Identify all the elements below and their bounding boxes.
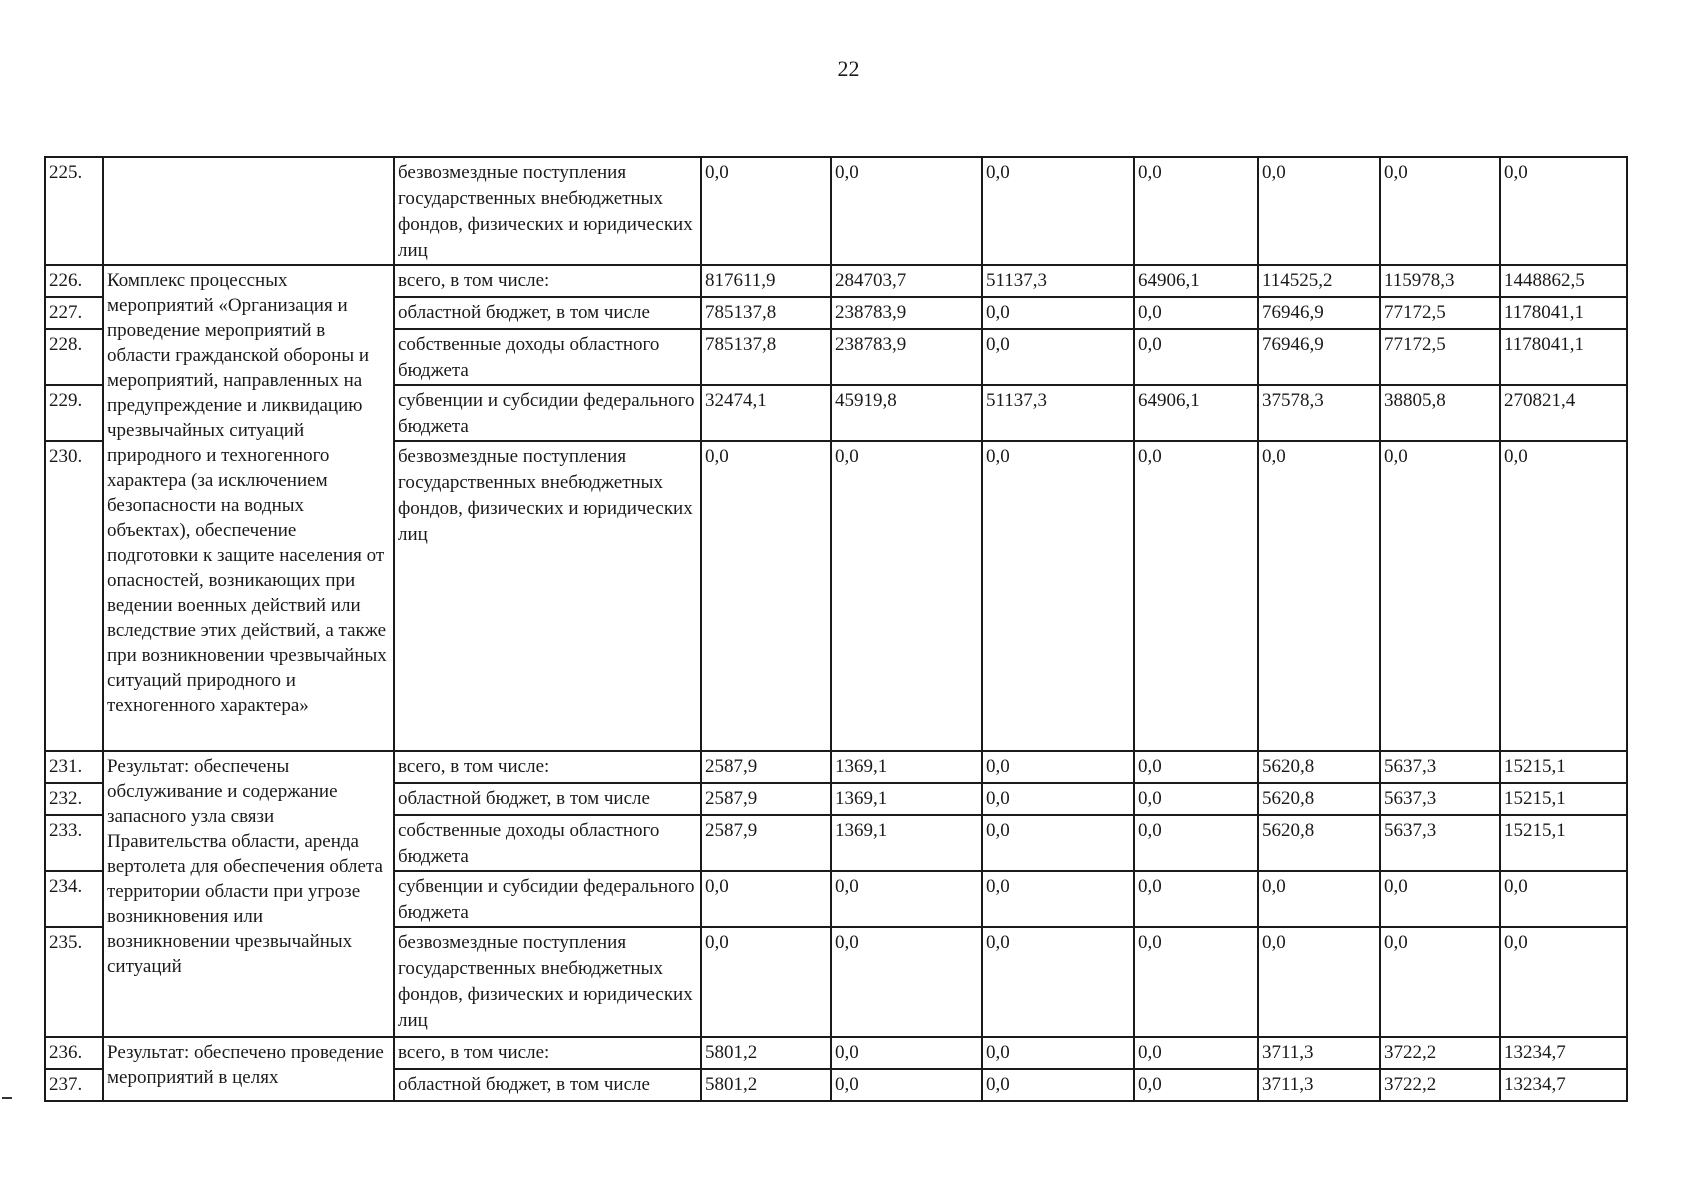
row-number: 233. [45,815,103,871]
value-cell: 45919,8 [831,385,982,441]
value-cell: 5637,3 [1380,783,1500,815]
table-row [45,157,1627,265]
value-cell: 0,0 [1258,157,1380,265]
value-cell: 0,0 [831,441,982,751]
row-number: 236. [45,1037,103,1069]
value-cell: 0,0 [831,871,982,927]
value-cell: 37578,3 [1258,385,1380,441]
value-cell: 0,0 [1134,157,1258,265]
value-cell: 785137,8 [701,297,831,329]
value-cell: 0,0 [831,157,982,265]
table-body [45,157,1627,1101]
value-cell: 5637,3 [1380,751,1500,783]
funding-source: собственные доходы областного бюджета [394,329,701,385]
value-cell: 2587,9 [701,783,831,815]
value-cell: 0,0 [1134,783,1258,815]
funding-source: всего, в том числе: [394,751,701,783]
funding-source: собственные доходы областного бюджета [394,815,701,871]
value-cell: 0,0 [1134,329,1258,385]
row-number: 234. [45,871,103,927]
row-number: 237. [45,1069,103,1101]
row-number: 229. [45,385,103,441]
value-cell: 0,0 [982,157,1134,265]
value-cell: 77172,5 [1380,329,1500,385]
value-cell: 0,0 [1500,927,1627,1037]
value-cell: 0,0 [831,1069,982,1101]
row-number: 225. [45,157,103,265]
value-cell: 114525,2 [1258,265,1380,297]
row-number: 227. [45,297,103,329]
value-cell: 64906,1 [1134,265,1258,297]
value-cell: 0,0 [1134,441,1258,751]
value-cell: 0,0 [701,157,831,265]
program-description: Комплекс процессных мероприятий «Организация и проведение мероприятий в области гражданской обороны и мероприятий, направленных на предупреждение и ликвидацию чрезвычайных ситуаций природного и техногенного характера (за исключением безопасности на водных объектах), обеспечение подготовки к защите населения от опасностей, возникающих при ведении военных действий или вследствие этих действий, а также при возникновении чрезвычайных ситуаций природного и техногенного характера» [103,265,394,751]
row-number: 235. [45,927,103,1037]
table-row [45,265,1627,297]
value-cell: 15215,1 [1500,751,1627,783]
value-cell: 0,0 [1500,441,1627,751]
value-cell: 0,0 [1134,297,1258,329]
value-cell: 3711,3 [1258,1069,1380,1101]
value-cell: 0,0 [982,871,1134,927]
funding-source: всего, в том числе: [394,265,701,297]
value-cell: 0,0 [1380,157,1500,265]
row-number: 226. [45,265,103,297]
value-cell: 0,0 [1500,871,1627,927]
value-cell: 2587,9 [701,751,831,783]
value-cell: 15215,1 [1500,783,1627,815]
value-cell: 5801,2 [701,1037,831,1069]
value-cell: 1369,1 [831,815,982,871]
value-cell: 0,0 [1380,871,1500,927]
value-cell: 2587,9 [701,815,831,871]
value-cell: 0,0 [701,871,831,927]
value-cell: 785137,8 [701,329,831,385]
value-cell: 0,0 [1134,815,1258,871]
value-cell: 0,0 [1134,927,1258,1037]
value-cell: 5637,3 [1380,815,1500,871]
value-cell: 77172,5 [1380,297,1500,329]
value-cell: 0,0 [982,297,1134,329]
value-cell: 13234,7 [1500,1069,1627,1101]
funding-source: безвозмездные поступления государственных внебюджетных фондов, физических и юридических лиц [394,441,701,751]
value-cell: 0,0 [982,1069,1134,1101]
value-cell: 13234,7 [1500,1037,1627,1069]
margin-mark [2,1097,12,1099]
value-cell: 38805,8 [1380,385,1500,441]
value-cell: 115978,3 [1380,265,1500,297]
value-cell: 76946,9 [1258,297,1380,329]
value-cell: 5801,2 [701,1069,831,1101]
value-cell: 3722,2 [1380,1037,1500,1069]
value-cell: 1178041,1 [1500,329,1627,385]
program-cell-empty [103,157,394,265]
value-cell: 0,0 [701,927,831,1037]
value-cell: 5620,8 [1258,783,1380,815]
row-number: 231. [45,751,103,783]
value-cell: 0,0 [982,815,1134,871]
value-cell: 3711,3 [1258,1037,1380,1069]
value-cell: 15215,1 [1500,815,1627,871]
value-cell: 0,0 [1500,157,1627,265]
table-row [45,1037,1627,1069]
page-number: 22 [837,56,860,81]
value-cell: 1369,1 [831,751,982,783]
value-cell: 76946,9 [1258,329,1380,385]
table-row [45,751,1627,783]
value-cell: 0,0 [1134,1069,1258,1101]
value-cell: 0,0 [982,1037,1134,1069]
funding-source: всего, в том числе: [394,1037,701,1069]
value-cell: 5620,8 [1258,751,1380,783]
value-cell: 1448862,5 [1500,265,1627,297]
value-cell: 0,0 [1134,871,1258,927]
value-cell: 0,0 [982,441,1134,751]
value-cell: 0,0 [1258,927,1380,1037]
value-cell: 0,0 [831,1037,982,1069]
budget-table [44,156,1628,1102]
value-cell: 0,0 [831,927,982,1037]
value-cell: 0,0 [982,751,1134,783]
value-cell: 1178041,1 [1500,297,1627,329]
value-cell: 0,0 [1380,441,1500,751]
value-cell: 51137,3 [982,265,1134,297]
value-cell: 0,0 [1380,927,1500,1037]
value-cell: 0,0 [1134,1037,1258,1069]
funding-source: областной бюджет, в том числе [394,297,701,329]
funding-source: субвенции и субсидии федерального бюджета [394,871,701,927]
value-cell: 0,0 [1258,871,1380,927]
value-cell: 0,0 [1134,751,1258,783]
funding-source: областной бюджет, в том числе [394,1069,701,1101]
value-cell: 817611,9 [701,265,831,297]
value-cell: 238783,9 [831,329,982,385]
value-cell: 0,0 [982,927,1134,1037]
value-cell: 32474,1 [701,385,831,441]
value-cell: 238783,9 [831,297,982,329]
value-cell: 284703,7 [831,265,982,297]
value-cell: 51137,3 [982,385,1134,441]
funding-source: безвозмездные поступления государственных внебюджетных фондов, физических и юридических лиц [394,157,701,265]
value-cell: 270821,4 [1500,385,1627,441]
funding-source: безвозмездные поступления государственных внебюджетных фондов, физических и юридических лиц [394,927,701,1037]
value-cell: 3722,2 [1380,1069,1500,1101]
value-cell: 0,0 [701,441,831,751]
value-cell: 0,0 [982,329,1134,385]
row-number: 230. [45,441,103,751]
value-cell: 1369,1 [831,783,982,815]
program-description: Результат: обеспечено проведение мероприятий в целях [103,1037,394,1101]
funding-source: субвенции и субсидии федерального бюджета [394,385,701,441]
value-cell: 0,0 [982,783,1134,815]
row-number: 232. [45,783,103,815]
value-cell: 0,0 [1258,441,1380,751]
row-number: 228. [45,329,103,385]
value-cell: 64906,1 [1134,385,1258,441]
program-description: Результат: обеспечены обслуживание и содержание запасного узла связи Правительства области, аренда вертолета для обеспечения облета территории области при угрозе возникновения или возникновении чрезвычайных ситуаций [103,751,394,1037]
value-cell: 5620,8 [1258,815,1380,871]
funding-source: областной бюджет, в том числе [394,783,701,815]
